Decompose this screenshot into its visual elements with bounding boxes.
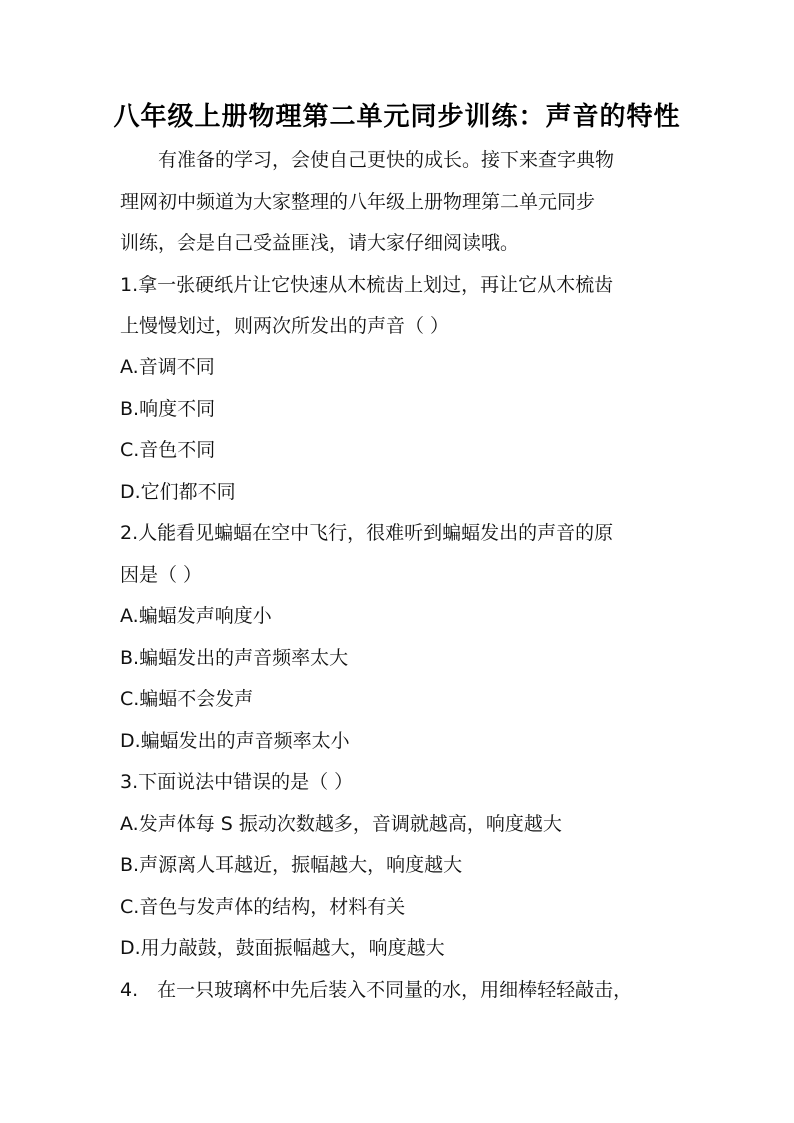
answer-option: D.它们都不同 — [120, 481, 236, 503]
answer-option: D.用力敲鼓，鼓面振幅越大，响度越大 — [120, 937, 445, 959]
answer-option: A.音调不同 — [120, 356, 215, 378]
intro-line: 训练，会是自己受益匪浅，请大家仔细阅读哦。 — [120, 232, 520, 254]
answer-option: B.响度不同 — [120, 398, 216, 420]
answer-option: A.发声体每 S 振动次数越多，音调就越高，响度越大 — [120, 813, 562, 835]
answer-option: C.音色与发声体的结构，材料有关 — [120, 896, 406, 918]
intro-line: 理网初中频道为大家整理的八年级上册物理第二单元同步 — [120, 191, 596, 213]
question-stem: 2.人能看见蝙蝠在空中飞行，很难听到蝙蝠发出的声音的原 — [120, 522, 614, 544]
question-stem: 4. 在一只玻璃杯中先后装入不同量的水，用细棒轻轻敲击， — [120, 979, 633, 1001]
answer-option: A.蝙蝠发声响度小 — [120, 605, 272, 627]
answer-option: D.蝙蝠发出的声音频率太小 — [120, 730, 350, 752]
question-stem: 因是（ ） — [120, 564, 203, 586]
answer-option: B.蝙蝠发出的声音频率太大 — [120, 647, 349, 669]
answer-option: C.音色不同 — [120, 439, 216, 461]
page-title: 八年级上册物理第二单元同步训练：声音的特性 — [113, 102, 681, 132]
answer-option: B.声源离人耳越近，振幅越大，响度越大 — [120, 854, 463, 876]
question-stem: 上慢慢划过，则两次所发出的声音（ ） — [120, 315, 450, 337]
answer-option: C.蝙蝠不会发声 — [120, 688, 254, 710]
question-stem: 1.拿一张硬纸片让它快速从木梳齿上划过，再让它从木梳齿 — [120, 274, 614, 296]
question-stem: 3.下面说法中错误的是（ ） — [120, 771, 354, 793]
intro-line: 有准备的学习，会使自己更快的成长。接下来查字典物 — [120, 149, 615, 171]
